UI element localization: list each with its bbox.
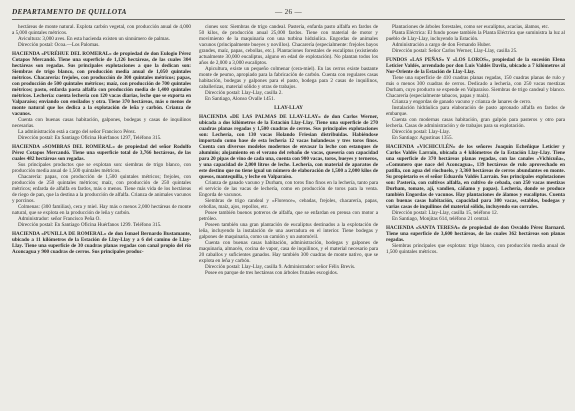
entry-heading: HACIENDA «SANTA TERESA» de propiedad de don Osvaldo Pérez Barnard. Tiene una superficie de 3,600 hectáreas, de las cuales 362 hectáreas son planas regadas. bbox=[386, 225, 565, 243]
column-1 bbox=[12, 24, 191, 404]
paragraph: Crianza y engordas de ganado vacuno y crianza de lanares de cerro. bbox=[392, 99, 532, 105]
paragraph: Sus principales productos que se explotan son: siembras de trigo blanco, con producción media anual de 1,500 quintales métricos. bbox=[12, 162, 191, 174]
entry-heading: HACIENDA «DE LAS PALMAS DE LLAY-LLAY» de don Carlos Werner, ubicada a dos kilómetros de la Estación Llay-Llay. Tiene una superficie de 270 cuadras planas regadas y 1,500 cuadras de cerros. Sus principales explotaciones son: Lechería, con 130 vacas Holando Friesian distribuidas. Habiéndose importado como base de esta lechería 12 vacas holandesas y tres toros finos. Cuenta con diversos modelos modernos de envasar la leche con estanques de aluminio; alojamiento en el verano del rebaño de vacas, quesería con capacidad para 20 pipas de vino de cada una, cuenta con 900 vacas, toros, bueyes y terneros, y una capacidad de 2,000 litros de leche. Lechería, con material de aparatos de este destino que no tiene igual un número de elaboración de 1,500 a 2,000 kilos de quesos, mantequilla, y leche en Valparaíso. bbox=[199, 114, 378, 180]
paragraph: Avicultura: 3,000 aves. En esta hacienda existen un sinnúmero de palmas. bbox=[18, 36, 170, 42]
postal-address: Dirección postal: Llay-Llay, casilla 15, teléfono 12. bbox=[392, 210, 499, 216]
running-head: DEPARTAMENTO DE QUILLOTA bbox=[12, 8, 127, 16]
paragraph: Chacarería: papas, con producción de 1,500 quintales métricos; frejoles, con producción de 250 quintales métricos; maíz, con producción de 250 quintales métricos; enfarda de alfalfa en fardos, más o menos. Tiene más vida de los hectáreas de riego de pan, que la destina a la producción de alfalfa. Crianza de animales vacunos y porcinos. bbox=[12, 174, 191, 204]
postal-address: Dirección postal: En Santiago Oficina Huérfanos 1299. Teléfono 315. bbox=[18, 222, 162, 228]
paragraph: Colmenas: (300 familias), cera y miel. Hay más o menos 2,000 hectáreas de monte natural, que se explota en la producción de leña y carbón. bbox=[12, 204, 191, 216]
postal-address: En Santiago, Monjitas 614, teléfono 21 central. bbox=[392, 216, 490, 222]
entry-heading: HACIENDA «PURÉHUE DEL ROMERAL» de propiedad de don Eulogio Pérez Cotapos Mercandó. Tiene una superficie de 1,126 hectáreas, de las cuales 304 hectáreas son regadas. Sus principales explotaciones a que la dedican son: Siembras de trigo blanco, con producción media anual de 1,050 quintales métricos. Chacarería: frejoles, con producción de 300 quintales métricos; papas, con producción de 500 quintales métricos; maíz, con producción de 700 quintales métricos; pasto, enfarda pasta alfalfa con producción media de 1,400 quintales métricos. Lechería: cuenta lechería con 120 vacas diarias, leche que se exporta en Valparaíso; enviando con ensilados y otra. Tiene 370 hectáreas, más o menos de monte natural que los dedica a la explotación de leña y carbón. Crianza de vacunos. bbox=[12, 51, 191, 117]
page-number: — 26 — bbox=[275, 8, 302, 16]
paragraph: Crianza de ganado vacuno y Durham, con toros fino finos en la lechería, tanto para el servicio de las vacas de lechería, como en producción de toros para la venta. Engorda de vacunos. bbox=[199, 180, 378, 198]
paragraph: Siembras de trigo candeal y «Florence», cebadas, frejoles, chacarería, papas, cebollas, maíz, ajos, repollos, etc. bbox=[199, 198, 378, 210]
paragraph: Cuenta con buenas casas habitación, galpones, bodegas y casas de inquilinos necesarias. bbox=[12, 117, 191, 129]
entry-heading: FUNDOS «LAS PEÑAS» Y «LOS LOROS», propiedad de la sucesión Elena Leticier Valdés, arrendado por don Luis Valdés Davila, ubicado a 7 kilómetros al Nor-Oriente de la Estación de Llay-Llay. bbox=[386, 57, 565, 75]
postal-address: Dirección postal: Ocoa.—Los Palomas. bbox=[18, 42, 100, 48]
paragraph: Cuenta con buenas casas habitación, administración, bodegas y galpones de maquinaria, almacén, cocina de vapor, casa de inquilinos, y el material necesario para 20 caballos y suficientes ganados. Hay también 300 cuadras de monte nativo, que se explota en leña y carbón. bbox=[199, 240, 378, 264]
paragraph: Instalación hidráulica para elaboración de pasto apronado alfalfa en fardos de embarque. bbox=[386, 105, 565, 117]
column-2 bbox=[199, 24, 378, 404]
paragraph: Siembras principales que explotan: trigo blanco, con producción media anual de 1,500 quintales métricos. bbox=[386, 243, 565, 255]
paragraph: Administrador: señor Francisco Peña O. bbox=[18, 216, 101, 222]
entry-heading: HACIENDA «VICHICULÉN» de los señores Joaquín Echeñique Leticier y Carlos Valdés Larraín, ubicada a 4 kilómetros de la Estación Llay-Llay. Tiene una superficie de 370 hectáreas planas regadas, con las canales «Vichicuña», «Comunero que nace del Aconcagua», 139 hectáreas de rulo aprovechado en patilla, con agua del ríochuelo, y 3,360 hectáreas de cerros abundantes en monte. Su propietario es el señor Eduardo Valdés Larraín. Sus principales explotaciones son: Pastería, con cultivos alfalfa, en cultivo de cebada, con 250 vacas mestizas Durham, tomate, ají, vandien, cáñamo y papas). Lechería, donde se produce también Engordas de vacunos. Hay plantaciones de álamos y eucaliptus. Cuenta con buenas casas habitación, capacidad para 300 vacas, establos, bodegas y varias casas de inquilinos del material sólido, incluyendo sus corrales. bbox=[386, 144, 565, 210]
paragraph: Cuenta con modernas casas habitación, gran galpón para pasteros y otro para lechería. Casas de administración y de trabajos para su explotación. bbox=[386, 117, 565, 129]
paragraph: Plantaciones de árboles forestales, como ser eucaliptus, acacias, álamos, etc. bbox=[392, 24, 550, 30]
postal-address: Dirección postal: Señor Carlos Werner, Llay-Llay, casilla 25. bbox=[392, 48, 518, 54]
postal-address: Dirección postal: Llay-Llay, casilla 2. bbox=[205, 90, 283, 96]
postal-address: En Santiago, Alonso Ovalle 1451. bbox=[205, 96, 275, 102]
entry-heading: HACIENDA «SOMBRAS DEL ROMERAL» de propiedad del señor Rodolfo Pérez Cotapos Mercandó. Tiene una superficie total de 3,766 hectáreas, de las cuales 482 hectáreas son regadas. bbox=[12, 144, 191, 162]
paragraph: Posee en parque de tres hectáreas con árboles frutales escogidos. bbox=[205, 270, 339, 276]
postal-address: Dirección postal: Llay-Llay, casilla 9. Administrador: señor Félix Brevis. bbox=[205, 264, 356, 270]
paragraph: ciones son: Siembras de trigo candeal. Pastería, enfarda pasto alfalfa en fardos de 50 kilos, de producción anual 25,000 fardos. Tiene con material de motor y movimiento de la maquinaria con una turbina hidráulica. Engordas de animales vacunos (principalmente bueyes y novillos). Chacarería (especialmente: frejoles bayos grandes, maíz, papas, cebollas, etc.). Plantaciones forestales de eucaliptus (existiendo actualmente 30,000 eucaliptus, alguno en edad de explotación). No plantan todos los años de 2,000 a 3,000 eucaliptos. bbox=[199, 24, 378, 66]
paragraph: Tiene una superficie de 410 cuadras planas regadas, 150 cuadras planas de rulo y más o menos 300 cuadras de cerros. Dedicado a lechería, con 250 vacas mestizas Durham, cuyo producto se expende en Valparaíso. Siembras de trigo candeal y blanco. Chacarería (especialmente tabacos, papas y maíz). bbox=[386, 75, 565, 99]
postal-address: Dirección postal: En Santiago Oficina Huérfanos 1297, Teléfono 315. bbox=[18, 135, 162, 141]
column-3 bbox=[386, 24, 565, 404]
paragraph: Apicultura, existe un pequeño colmenar (cera-miel). En las cerros existe bastante monte de peumo, apropiado para la fabricación de carbón. Cuenta con regulares casas habitación, bodegas y galpones para el pasto, bodega para 2 casas de inquilinos, caballerizas, material sólido y otras de trabajos. bbox=[199, 66, 378, 90]
paragraph: hectáreas de monte natural. Explota carbón vegetal, con producción anual de 4,000 a 5,000 quintales métricos. bbox=[12, 24, 191, 36]
paragraph: Administración a cargo de don Fernando Huber. bbox=[392, 42, 492, 48]
paragraph: Poseen también una gran plantación de eucaliptus destinados a la explotación de leña, incluyendo la instalación de una aserradura en el interior. Tiene bodegas y galpones de maquinaria, como un camión y un automóvil. bbox=[199, 222, 378, 240]
entry-heading: HACIENDA «PUNILLA DE ROMERAL» de don Ismael Bernardo Bustamante, ubicado a 11 kilómetros de la Estación de Llay-Llay y a 6 del camino de Llay-Llay. Tiene una superficie de 30 cuadras planas regadas con canal propio del río Aconcagua y 900 cuadras de cerros. Sus principales produc- bbox=[12, 231, 191, 255]
postal-address: En Santiago: Agustinas 1355. bbox=[392, 135, 453, 141]
paragraph: La administración está a cargo del señor Francisco Pérez. bbox=[18, 129, 136, 135]
text-columns bbox=[12, 24, 565, 404]
paragraph: Planta Eléctrica: El fundo posee también la Planta Eléctrica que suministra la luz al pueblo de Llay-Llay, incluyendo la Estación. bbox=[386, 30, 565, 42]
page-header bbox=[12, 6, 565, 20]
postal-address: Dirección postal: Llay-Llay. bbox=[392, 129, 451, 135]
paragraph: Posee también buenos potreros de alfalfa, que se enfardan en prensa con motor a petróleo. bbox=[199, 210, 378, 222]
section-title: LLAY-LLAY bbox=[274, 105, 303, 111]
